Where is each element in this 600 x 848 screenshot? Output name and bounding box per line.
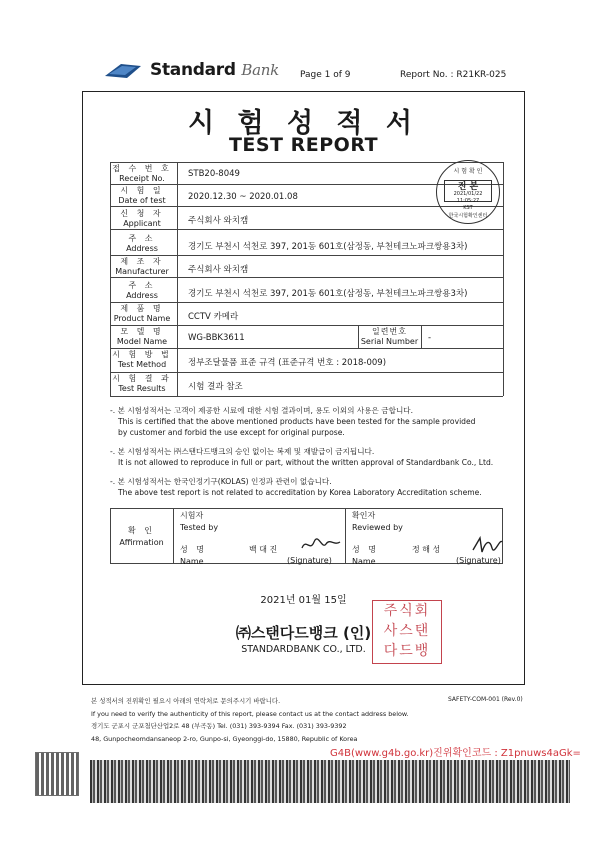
table-top-line [110,162,503,163]
value-manufacturer: 주식회사 와치캠 [188,265,249,275]
stamp-center: 진 본 [444,180,492,202]
note-3: -. 본 시험성적서는 한국인정기구(KOLAS) 인정과 관련이 없습니다. The above test report is not related to accreditation by Korea Laboratory Accreditation scheme. [110,477,482,497]
table-bottom-line [110,396,503,397]
value-applicant-address: 경기도 부천시 석천로 397, 201동 601호(삼정동, 부천테크노파크쌍용3차) [188,242,468,252]
tester-signature-label: (Signature) [287,556,332,565]
label-applicant-address: 주 소 Address [126,234,158,253]
note-1: -. 본 시험성적서는 고객이 제공한 시료에 대한 시험 결과이며, 용도 이외의 사용은 금합니다. This is certified that the above mentioned products have been tested for the sample provided by customer and forbid the use except for original purpose. [110,406,476,437]
page-number: Page 1 of 9 [300,70,351,80]
stamp-bottom-text: 한국시험확인센터 [448,213,488,219]
stamp-code: KST [463,205,473,211]
label-manufacturer: 제 조 자 Manufacturer [115,257,169,276]
label-product: 제 품 명 Product Name [113,304,171,323]
report-number: Report No. : R21KR-025 [400,70,507,80]
value-serial: - [428,333,432,343]
qr-code-icon [35,752,79,796]
footer-line-2: If you need to verify the authenticity of this report, please contact us at the contact address below. [91,710,409,718]
stamp-date: 2021/01/22 [453,191,483,197]
stamp-top-text: 시 험 확 인 [453,168,483,175]
company-name-english: STANDARDBANK CO., LTD. [241,644,366,655]
label-model: 모 델 명 Model Name [116,327,168,346]
label-applicant: 신 청 자 Applicant [120,209,164,228]
company-name-korean: ㈜스탠다드뱅크 (인) [235,624,372,642]
footer-line-4: 48, Gunpocheomdansaneop 2-ro, Gunpo-si, Gyeonggi-do, 15880, Republic of Korea [91,735,358,743]
reviewed-by-label: 확인자 Reviewed by [352,511,403,532]
reviewer-signature-label: (Signature) [456,556,501,565]
value-test-date: 2020.12.30 ~ 2020.01.08 [188,192,298,202]
tester-name: 백 대 진 [249,545,278,554]
tester-name-label: 성 명 Name [180,545,207,566]
affirmation-label: 확 인 Affirmation [119,526,164,547]
swoosh-logo-icon [103,60,143,80]
verification-code: G4B(www.g4b.go.kr)진위확인코드 : Z1pnuws4aGk= [330,748,581,759]
value-test-method: 정부조달물품 표준 규격 (표준규격 번호 : 2018-009) [188,358,387,368]
brand-name: Standard Bank [150,60,279,80]
footer-line-3: 경기도 군포시 군포첨단산업2로 48 (부곡동) Tel. (031) 393-9394 Fax. (031) 393-9392 [91,722,347,730]
stamp-time: 11:05:27 [456,198,480,204]
tester-signature-icon [300,536,342,554]
value-applicant: 주식회사 와치캠 [188,216,249,226]
tested-by-label: 시험자 Tested by [180,511,219,532]
title-korean: 시 험 성 적 서 [187,108,419,139]
reviewer-name: 정 해 성 [412,545,441,554]
reviewer-signature-icon [470,534,504,556]
reviewer-name-label: 성 명 Name [352,545,379,566]
label-receipt: 접 수 번 호 Receipt No. [112,164,172,183]
title-english: TEST REPORT [228,134,379,156]
label-serial: 일련번호 Serial Number [360,327,419,346]
issue-date: 2021년 01월 15일 [260,595,347,606]
note-2: -. 본 시험성적서는 ㈜스탠다드뱅크의 승인 없이는 복제 및 재발급이 금지됩니다. It is not allowed to reproduce in full or part, without the written approval of Standardbank Co., Ltd. [110,447,494,467]
document-code: SAFETY-COM-001 (Rev.0) [448,696,523,703]
value-manufacturer-address: 경기도 부천시 석천로 397, 201동 601호(삼정동, 부천테크노파크쌍용3차) [188,289,468,299]
label-test-results: 시 험 결 과 Test Results [112,374,172,393]
footer-line-1: 본 성적서의 진위확인 필요시 아래의 연락처로 문의주시기 바랍니다. [91,697,281,705]
value-test-results: 시험 결과 참조 [188,382,243,392]
barcode-icon [90,760,570,803]
label-test-date: 시 험 일 Date of test [118,186,166,205]
label-manufacturer-address: 주 소 Address [126,281,158,300]
label-test-method: 시 험 방 법 Test Method [112,350,172,369]
value-model: WG-BBK3611 [188,333,245,343]
value-product: CCTV 카메라 [188,312,239,322]
value-receipt: STB20-8049 [188,169,240,179]
company-seal-icon: 주식회 사스탠 다드뱅 [372,600,442,664]
